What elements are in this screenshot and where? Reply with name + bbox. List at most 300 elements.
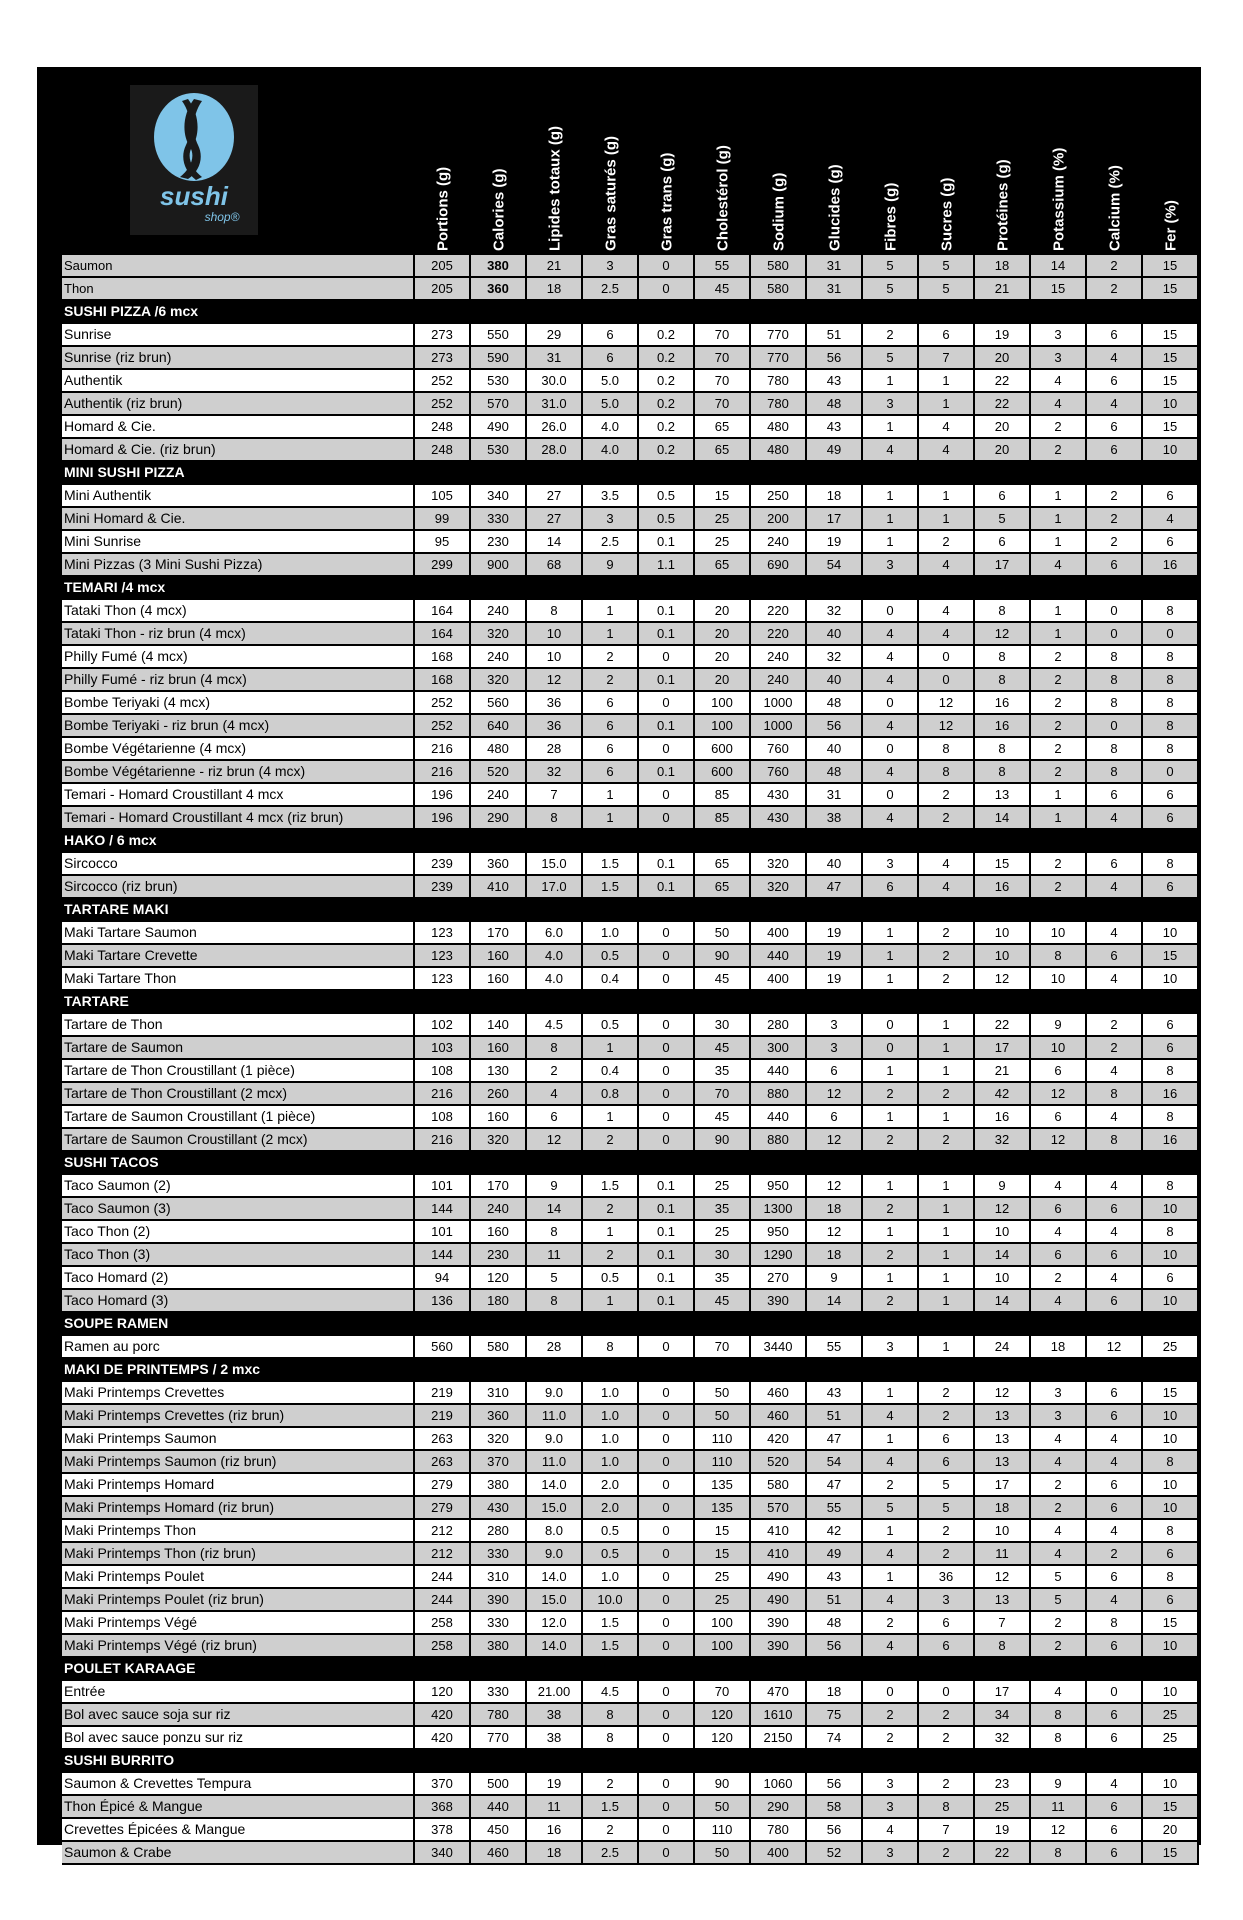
nutrient-value: 0.5	[583, 1520, 639, 1543]
nutrient-value: 6	[1031, 1198, 1087, 1221]
nutrient-value: 32	[807, 646, 863, 669]
nutrient-value: 4.0	[583, 416, 639, 439]
nutrient-value: 11	[527, 1796, 583, 1819]
table-row	[62, 1037, 1199, 1060]
nutrient-value: 239	[415, 876, 471, 899]
nutrient-value: 1	[863, 485, 919, 508]
nutrient-value: 390	[471, 1589, 527, 1612]
nutrient-value: 0	[1143, 623, 1199, 646]
nutrient-value: 0.1	[639, 531, 695, 554]
nutrient-value: 3	[807, 1037, 863, 1060]
nutrient-value: 7	[527, 784, 583, 807]
nutrient-value: 18	[807, 1244, 863, 1267]
nutrient-value: 0.5	[583, 1543, 639, 1566]
nutrient-value: 4.0	[527, 945, 583, 968]
nutrient-value: 49	[807, 1543, 863, 1566]
item-name: Maki Printemps Poulet	[62, 1566, 415, 1589]
nutrient-value: 1	[919, 1244, 975, 1267]
nutrient-value: 480	[751, 416, 807, 439]
nutrient-value: 1	[1031, 600, 1087, 623]
table-row	[62, 876, 1199, 899]
nutrient-value: 14	[975, 1244, 1031, 1267]
nutrient-value: 168	[415, 669, 471, 692]
item-name: Maki Printemps Homard	[62, 1474, 415, 1497]
nutrient-value: 6	[1087, 1842, 1143, 1865]
table-row	[62, 1612, 1199, 1635]
nutrient-value: 390	[751, 1612, 807, 1635]
nutrient-value: 4	[863, 761, 919, 784]
nutrient-value: 299	[415, 554, 471, 577]
nutrient-value: 1	[919, 1221, 975, 1244]
nutrient-value: 600	[695, 738, 751, 761]
column-header	[751, 90, 807, 255]
nutrient-value: 15	[695, 485, 751, 508]
nutrient-value: 0	[639, 738, 695, 761]
nutrient-value: 19	[975, 1819, 1031, 1842]
nutrient-value: 45	[695, 1290, 751, 1313]
nutrient-value: 70	[695, 1681, 751, 1704]
nutrient-value: 11	[527, 1244, 583, 1267]
nutrient-value: 19	[807, 945, 863, 968]
nutrient-value: 690	[751, 554, 807, 577]
column-header-label: Protéines (g)	[994, 159, 1012, 251]
nutrient-value: 8	[1143, 669, 1199, 692]
nutrient-value: 120	[695, 1727, 751, 1750]
nutrient-value: 4	[527, 1083, 583, 1106]
section-title: TEMARI /4 mcx	[62, 577, 1199, 600]
nutrient-value: 11.0	[527, 1405, 583, 1428]
item-name: Temari - Homard Croustillant 4 mcx	[62, 784, 415, 807]
nutrient-value: 3	[863, 1796, 919, 1819]
nutrient-value: 14	[807, 1290, 863, 1313]
nutrient-value: 1.0	[583, 1405, 639, 1428]
section-header	[62, 1359, 1199, 1382]
column-header	[1031, 90, 1087, 255]
nutrient-value: 20	[695, 669, 751, 692]
nutrient-value: 12	[1031, 1083, 1087, 1106]
table-row	[62, 278, 1199, 301]
nutrient-value: 1	[919, 1336, 975, 1359]
nutrient-value: 320	[471, 1428, 527, 1451]
nutrient-value: 120	[471, 1267, 527, 1290]
nutrient-value: 270	[751, 1267, 807, 1290]
nutrient-value: 440	[751, 1060, 807, 1083]
nutrient-value: 4	[1143, 508, 1199, 531]
nutrient-value: 2	[919, 1773, 975, 1796]
nutrient-value: 14	[975, 1290, 1031, 1313]
nutrient-value: 5	[919, 1474, 975, 1497]
nutrient-value: 54	[807, 1451, 863, 1474]
nutrient-value: 6	[1087, 1290, 1143, 1313]
nutrient-value: 8	[919, 738, 975, 761]
nutrient-value: 390	[751, 1635, 807, 1658]
column-header-label: Calcium (%)	[1106, 165, 1124, 251]
nutrient-value: 8.0	[527, 1520, 583, 1543]
nutrient-value: 2	[919, 784, 975, 807]
nutrient-value: 47	[807, 1428, 863, 1451]
table-row	[62, 692, 1199, 715]
nutrient-value: 4	[1031, 1520, 1087, 1543]
nutrient-value: 530	[471, 439, 527, 462]
nutrient-value: 0	[639, 1543, 695, 1566]
nutrient-value: 8	[1087, 669, 1143, 692]
nutrient-value: 12	[807, 1083, 863, 1106]
item-name: Mini Homard & Cie.	[62, 508, 415, 531]
nutrient-value: 6	[583, 738, 639, 761]
nutrient-value: 10	[1143, 1635, 1199, 1658]
nutrient-value: 0.5	[639, 508, 695, 531]
nutrient-value: 410	[471, 876, 527, 899]
nutrient-value: 1	[1031, 531, 1087, 554]
nutrient-value: 6	[527, 1106, 583, 1129]
table-row	[62, 1497, 1199, 1520]
column-header	[415, 90, 471, 255]
nutrient-value: 21	[975, 278, 1031, 301]
nutrient-value: 330	[471, 1612, 527, 1635]
nutrient-value: 8	[975, 646, 1031, 669]
nutrient-value: 5	[863, 278, 919, 301]
section-header	[62, 1658, 1199, 1681]
nutrient-value: 205	[415, 255, 471, 278]
nutrient-value: 4	[919, 439, 975, 462]
nutrient-value: 4	[1031, 1221, 1087, 1244]
nutrient-value: 4.0	[527, 968, 583, 991]
nutrient-value: 10	[1143, 1773, 1199, 1796]
nutrient-value: 9.0	[527, 1543, 583, 1566]
nutrient-value: 105	[415, 485, 471, 508]
nutrient-value: 12	[527, 1129, 583, 1152]
nutrient-value: 2	[1031, 876, 1087, 899]
nutrient-value: 0	[1087, 1681, 1143, 1704]
nutrient-value: 2	[1087, 508, 1143, 531]
nutrient-value: 45	[695, 1037, 751, 1060]
nutrient-value: 2	[919, 1129, 975, 1152]
table-row	[62, 1589, 1199, 1612]
item-name: Maki Tartare Thon	[62, 968, 415, 991]
nutrient-value: 5	[863, 1497, 919, 1520]
item-name: Maki Printemps Thon (riz brun)	[62, 1543, 415, 1566]
nutrient-value: 2	[1031, 1635, 1087, 1658]
nutrient-value: 205	[415, 278, 471, 301]
nutrient-value: 6	[807, 1106, 863, 1129]
nutrient-value: 3	[1031, 324, 1087, 347]
nutrient-value: 25	[695, 1221, 751, 1244]
nutrient-value: 0	[639, 945, 695, 968]
nutrient-value: 4	[1087, 876, 1143, 899]
section-header	[62, 830, 1199, 853]
table-row	[62, 347, 1199, 370]
nutrient-value: 340	[415, 1842, 471, 1865]
nutrient-value: 10	[1143, 1428, 1199, 1451]
nutrient-value: 15	[1143, 1796, 1199, 1819]
nutrient-value: 70	[695, 393, 751, 416]
nutrient-value: 7	[919, 1819, 975, 1842]
nutrient-value: 1610	[751, 1704, 807, 1727]
nutrient-value: 360	[471, 1405, 527, 1428]
nutrient-value: 4	[1031, 554, 1087, 577]
nutrient-value: 51	[807, 1589, 863, 1612]
nutrient-value: 420	[415, 1704, 471, 1727]
item-name: Authentik	[62, 370, 415, 393]
nutrient-value: 135	[695, 1497, 751, 1520]
nutrient-value: 0.1	[639, 761, 695, 784]
nutrient-value: 1	[863, 531, 919, 554]
item-name: Sircocco (riz brun)	[62, 876, 415, 899]
nutrient-value: 15	[1143, 1382, 1199, 1405]
nutrient-value: 8	[1031, 945, 1087, 968]
nutrient-value: 3	[863, 853, 919, 876]
nutrient-value: 4	[863, 623, 919, 646]
nutrient-value: 18	[807, 485, 863, 508]
nutrient-value: 45	[695, 1106, 751, 1129]
nutrient-value: 8	[975, 600, 1031, 623]
nutrient-value: 252	[415, 370, 471, 393]
item-name: Ramen au porc	[62, 1336, 415, 1359]
nutrient-value: 18	[975, 1497, 1031, 1520]
item-name: Mini Pizzas (3 Mini Sushi Pizza)	[62, 554, 415, 577]
nutrient-value: 12	[1031, 1129, 1087, 1152]
nutrient-value: 65	[695, 439, 751, 462]
nutrient-value: 1	[583, 600, 639, 623]
nutrient-value: 2	[1031, 853, 1087, 876]
nutrient-value: 10	[1143, 1290, 1199, 1313]
nutrient-value: 2	[919, 531, 975, 554]
nutrient-value: 0	[639, 1014, 695, 1037]
nutrient-value: 1	[863, 1175, 919, 1198]
nutrient-value: 1	[919, 370, 975, 393]
nutrient-value: 56	[807, 1819, 863, 1842]
nutrient-value: 6	[583, 324, 639, 347]
table-row	[62, 1175, 1199, 1198]
nutrient-value: 10	[1143, 1681, 1199, 1704]
nutrient-value: 11	[975, 1543, 1031, 1566]
nutrient-value: 0.4	[583, 968, 639, 991]
nutrient-value: 6	[1087, 439, 1143, 462]
nutrient-value: 6	[1087, 1704, 1143, 1727]
table-row	[62, 1198, 1199, 1221]
nutrient-value: 6	[807, 1060, 863, 1083]
item-name: Saumon & Crevettes Tempura	[62, 1773, 415, 1796]
nutrient-value: 3440	[751, 1336, 807, 1359]
nutrient-value: 1	[583, 1037, 639, 1060]
column-header	[975, 90, 1031, 255]
nutrient-value: 101	[415, 1221, 471, 1244]
nutrient-value: 2.0	[583, 1497, 639, 1520]
nutrient-value: 380	[471, 255, 527, 278]
nutrient-value: 2	[583, 1773, 639, 1796]
nutrient-value: 1	[863, 508, 919, 531]
column-header-label: Glucides (g)	[826, 164, 844, 251]
nutrient-value: 368	[415, 1796, 471, 1819]
item-name: Maki Printemps Végé	[62, 1612, 415, 1635]
nutrient-value: 8	[1143, 1566, 1199, 1589]
nutrient-value: 2	[1031, 1612, 1087, 1635]
nutrient-value: 4	[1031, 1681, 1087, 1704]
item-name: Tataki Thon (4 mcx)	[62, 600, 415, 623]
nutrient-value: 110	[695, 1819, 751, 1842]
nutrient-value: 8	[1143, 1060, 1199, 1083]
nutrient-value: 12	[919, 715, 975, 738]
nutrient-value: 50	[695, 1382, 751, 1405]
nutrient-value: 12	[975, 1566, 1031, 1589]
nutrient-value: 9	[527, 1175, 583, 1198]
nutrient-value: 47	[807, 1474, 863, 1497]
nutrient-value: 0	[639, 692, 695, 715]
section-title: SUSHI TACOS	[62, 1152, 1199, 1175]
nutrient-value: 19	[807, 968, 863, 991]
column-header	[583, 90, 639, 255]
nutrient-value: 4	[919, 876, 975, 899]
nutrient-value: 70	[695, 347, 751, 370]
item-name: Thon	[62, 278, 415, 301]
nutrient-value: 4	[863, 669, 919, 692]
table-row	[62, 1635, 1199, 1658]
nutrient-value: 380	[471, 1474, 527, 1497]
nutrient-value: 12.0	[527, 1612, 583, 1635]
nutrient-value: 31	[807, 255, 863, 278]
nutrient-value: 420	[751, 1428, 807, 1451]
nutrient-value: 65	[695, 416, 751, 439]
nutrient-value: 2	[919, 945, 975, 968]
table-row	[62, 1221, 1199, 1244]
nutrient-value: 2	[583, 646, 639, 669]
table-row	[62, 554, 1199, 577]
nutrient-value: 17	[975, 554, 1031, 577]
nutrient-value: 6	[1087, 1819, 1143, 1842]
nutrient-value: 13	[975, 1589, 1031, 1612]
nutrient-value: 440	[471, 1796, 527, 1819]
nutrient-value: 2	[919, 1083, 975, 1106]
nutrient-value: 6	[1143, 1589, 1199, 1612]
table-row	[62, 255, 1199, 278]
nutrient-value: 94	[415, 1267, 471, 1290]
nutrient-value: 2	[919, 922, 975, 945]
nutrient-value: 25	[1143, 1704, 1199, 1727]
nutrient-value: 101	[415, 1175, 471, 1198]
nutrient-value: 27	[527, 508, 583, 531]
column-header	[807, 90, 863, 255]
nutrient-value: 2	[583, 1819, 639, 1842]
nutrient-value: 6	[919, 1428, 975, 1451]
nutrient-value: 0.5	[583, 945, 639, 968]
nutrient-value: 0.8	[583, 1083, 639, 1106]
nutrient-value: 560	[415, 1336, 471, 1359]
nutrient-value: 1	[1031, 784, 1087, 807]
nutrient-value: 1	[583, 1290, 639, 1313]
table-row	[62, 1842, 1199, 1865]
table-row	[62, 646, 1199, 669]
nutrient-value: 180	[471, 1290, 527, 1313]
section-title: MINI SUSHI PIZZA	[62, 462, 1199, 485]
column-header-label: Gras trans (g)	[658, 152, 676, 251]
nutrient-value: 9.0	[527, 1382, 583, 1405]
nutrient-value: 5	[919, 1497, 975, 1520]
nutrient-value: 15	[1143, 416, 1199, 439]
nutrient-value: 0	[639, 1842, 695, 1865]
nutrient-value: 248	[415, 439, 471, 462]
nutrient-value: 4	[863, 1589, 919, 1612]
nutrient-value: 5	[1031, 1566, 1087, 1589]
table-row	[62, 1566, 1199, 1589]
nutrient-value: 440	[751, 1106, 807, 1129]
nutrient-value: 48	[807, 393, 863, 416]
nutrient-value: 51	[807, 324, 863, 347]
nutrient-value: 15	[1143, 1842, 1199, 1865]
nutrient-value: 1	[919, 1037, 975, 1060]
nutrient-value: 15	[1143, 278, 1199, 301]
nutrient-value: 32	[975, 1727, 1031, 1750]
sushi-shop-logo-icon	[130, 85, 258, 235]
nutrient-value: 2	[1031, 669, 1087, 692]
nutrient-value: 0.2	[639, 347, 695, 370]
nutrient-value: 22	[975, 1014, 1031, 1037]
nutrient-value: 1.5	[583, 853, 639, 876]
section-header	[62, 462, 1199, 485]
nutrient-value: 8	[1143, 1520, 1199, 1543]
nutrient-value: 2	[919, 1382, 975, 1405]
nutrition-table	[62, 255, 1199, 1865]
item-name: Maki Printemps Végé (riz brun)	[62, 1635, 415, 1658]
nutrient-value: 2.5	[583, 278, 639, 301]
nutrient-value: 21	[527, 255, 583, 278]
nutrient-value: 160	[471, 945, 527, 968]
item-name: Tartare de Saumon Croustillant (1 pièce)	[62, 1106, 415, 1129]
nutrient-value: 160	[471, 1221, 527, 1244]
table-row	[62, 784, 1199, 807]
nutrient-value: 31	[527, 347, 583, 370]
section-title: MAKI DE PRINTEMPS / 2 mxc	[62, 1359, 1199, 1382]
nutrient-value: 580	[751, 255, 807, 278]
table-row	[62, 1083, 1199, 1106]
nutrient-value: 2	[1031, 738, 1087, 761]
nutrient-value: 2	[1031, 416, 1087, 439]
nutrient-value: 12	[527, 669, 583, 692]
nutrient-value: 15	[1143, 255, 1199, 278]
nutrient-value: 31	[807, 784, 863, 807]
nutrient-value: 258	[415, 1612, 471, 1635]
nutrient-value: 273	[415, 347, 471, 370]
nutrient-value: 1	[863, 1106, 919, 1129]
item-name: Maki Printemps Crevettes (riz brun)	[62, 1405, 415, 1428]
table-row	[62, 1290, 1199, 1313]
nutrient-value: 3.5	[583, 485, 639, 508]
nutrient-value: 4	[1087, 1520, 1143, 1543]
column-header-label: Sodium (g)	[770, 172, 788, 251]
nutrient-value: 5	[975, 508, 1031, 531]
nutrient-value: 136	[415, 1290, 471, 1313]
nutrient-value: 22	[975, 1842, 1031, 1865]
nutrient-value: 164	[415, 600, 471, 623]
table-row	[62, 1796, 1199, 1819]
nutrient-value: 13	[975, 1428, 1031, 1451]
nutrient-value: 0	[639, 1428, 695, 1451]
nutrient-value: 8	[1143, 1221, 1199, 1244]
nutrient-value: 25	[695, 1566, 751, 1589]
nutrient-value: 2	[863, 1612, 919, 1635]
nutrient-value: 520	[471, 761, 527, 784]
nutrient-value: 0	[639, 1520, 695, 1543]
nutrient-value: 244	[415, 1566, 471, 1589]
nutrient-value: 1	[919, 1014, 975, 1037]
table-row	[62, 1060, 1199, 1083]
nutrient-value: 12	[975, 623, 1031, 646]
nutrient-value: 8	[1143, 853, 1199, 876]
nutrient-value: 8	[1087, 692, 1143, 715]
nutrient-value: 260	[471, 1083, 527, 1106]
nutrient-value: 1	[863, 968, 919, 991]
nutrient-value: 320	[471, 1129, 527, 1152]
item-name: Taco Saumon (3)	[62, 1198, 415, 1221]
